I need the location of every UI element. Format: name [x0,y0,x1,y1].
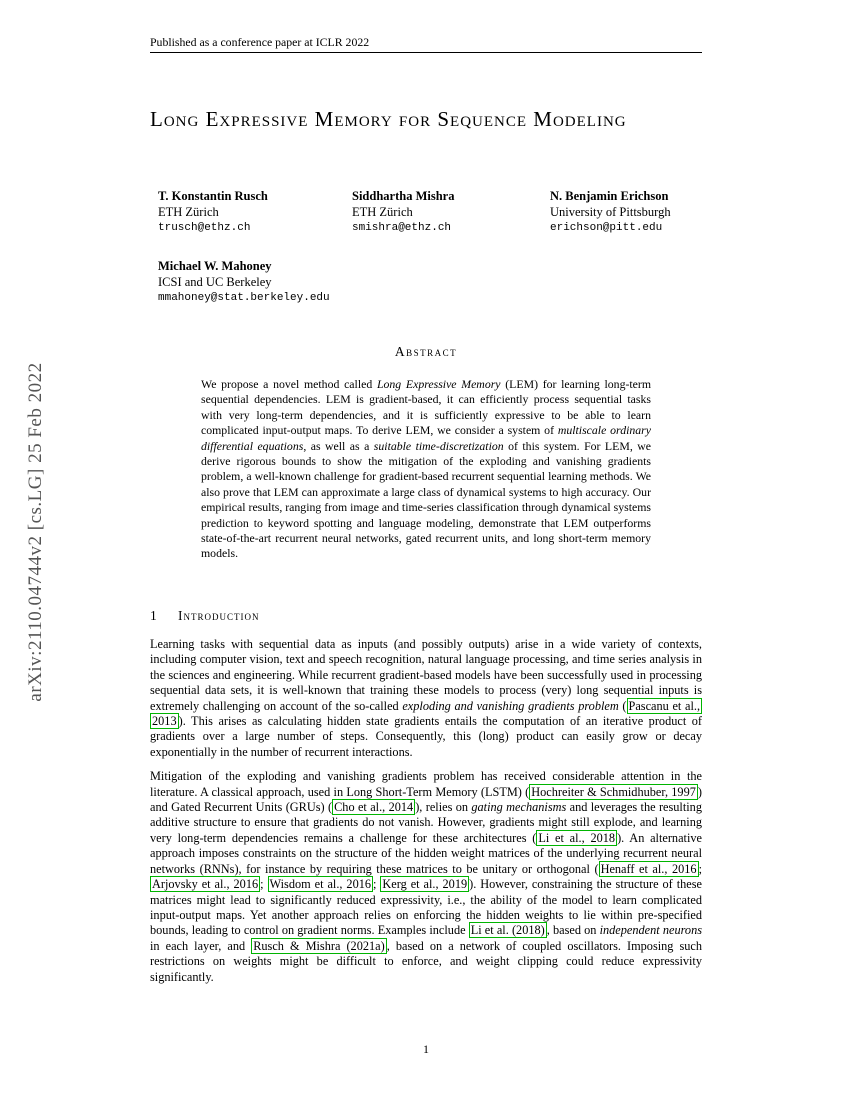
author-block [550,188,710,236]
text-run: , as well as a [303,438,374,453]
author-name: T. Konstantin Rusch [158,189,268,203]
citation-link[interactable]: Li et al. (2018) [470,923,545,938]
citation-link[interactable]: Li et al., 2018 [538,830,616,845]
paragraph [150,637,702,760]
emphasis-text: independent neurons [599,923,703,938]
section-heading-introduction [150,608,260,624]
text-run: Mitigation of the exploding and vanishing gradients problem has received considerable attention in the literature. A classical approach, used in Long Short-Term Memory (LSTM) ( [150,769,702,799]
section-title: Introduction [178,608,260,623]
abstract-text [201,377,651,562]
author-name: N. Benjamin Erichson [550,189,669,203]
author-email: smishra@ethz.ch [352,222,452,234]
text-run: ( [618,698,627,713]
header-rule [150,52,702,53]
page-number: 1 [423,1042,429,1056]
text-run: (LEM) for learning long-term sequential dependencies. LEM is gradient-based, it can efficiently process sequential tasks with very long-term dependencies, and it is sufficiently expressive to be able to learn complicated input-output maps. To derive LEM, we consider a system of [201,377,652,438]
text-run: ). An alternative approach imposes constraints on the structure of the hidden weight matrices of the underlying recurrent neural networks (RNNs), for instance by requiring these matrices to be unitary or orthogonal ( [150,830,702,876]
emphasis-text: multiscale ordinary differential equations [201,423,651,453]
text-run: , based on [546,923,600,938]
text-run: ; [373,877,381,892]
paper-title: Long Expressive Memory for Sequence Modeling [150,107,627,131]
abstract-heading: Abstract [394,344,458,359]
author-email: erichson@pitt.edu [550,222,663,234]
section-number: 1 [150,608,157,623]
author-block [352,188,547,236]
text-run: ) and Gated Recurrent Units (GRUs) ( [150,784,702,815]
citation-link[interactable]: Wisdom et al., 2016 [269,877,372,892]
citation-link[interactable]: Arjovsky et al., 2016 [152,877,259,892]
author-affiliation: ETH Zürich [158,205,219,219]
text-run: in each layer, and [150,938,252,953]
author-affiliation: University of Pittsburgh [550,205,671,219]
citation-link[interactable]: Cho et al., 2014 [334,800,414,815]
text-run: , based on a network of coupled oscillators. Imposing such restrictions on weights might be difficult to enforce, and weight clipping could reduce expressivity significantly. [150,938,703,984]
emphasis-text: gating mechanisms [471,800,567,815]
citation-link[interactable]: Hochreiter & Schmidhuber, 1997 [531,784,696,799]
text-run: and leverages the resulting additive structure to ensure that gradients do not vanish. However, gradients might still explode, and learning very long-term dependencies remains a challenge for these architectures ( [150,800,702,845]
text-run: ; [260,877,268,892]
text-run: of this system. For LEM, we derive rigorous bounds to show the mitigation of the exploding and vanishing gradients problem, a well-known challenge for gradient-based recurrent sequential learning methods. We also prove that LEM can approximate a large class of dynamical systems to high accuracy. Our empirical results, ranging from image and time-series classification through dynamical systems prediction to keyword spotting and language modeling, demonstrate that LEM outperforms state-of-the-art recurrent neural networks, gated recurrent units, and long short-term memory models. [201,438,651,561]
text-run: ). This arises as calculating hidden state gradients entails the computation of an iterative product of gradients over a large number of steps. Consequently, this (long) product can easily grow or decay exponentially in the number of recurrent interactions. [150,714,702,759]
text-run: Learning tasks with sequential data as inputs (and possibly outputs) arise in a wide variety of contexts, including computer vision, text and speech recognition, natural language processing, and time series analysis in the sciences and engineering. While recurrent gradient-based models have been successfully used in processing sequential data sets, it is well-known that training these models to process (very) long sequential inputs is extremely challenging on account of the so-called [150,637,702,713]
author-block [158,258,353,306]
text-run: ), relies on [415,800,472,815]
author-affiliation: ETH Zürich [352,205,413,219]
body-text [150,637,702,994]
emphasis-text: Long Expressive Memory [376,377,501,391]
text-run: ; [698,861,702,876]
citation-link[interactable]: Henaff et al., 2016 [600,861,697,876]
emphasis-text: exploding and vanishing gradients problem [402,698,619,713]
author-email: trusch@ethz.ch [158,222,251,234]
paragraph [150,769,702,985]
citation-link[interactable]: Rusch & Mishra (2021a) [253,938,385,953]
author-block [158,188,353,236]
arxiv-watermark: arXiv:2110.04744v2 [cs.LG] 25 Feb 2022 [25,362,46,702]
citation-link[interactable]: Kerg et al., 2019 [382,877,468,892]
author-affiliation: ICSI and UC Berkeley [158,275,272,289]
citation-link[interactable]: Pascanu et al., 2013 [152,698,701,729]
text-run: We propose a novel method called [201,377,377,391]
emphasis-text: suitable time-discretization [373,438,504,453]
author-name: Siddhartha Mishra [352,189,455,203]
text-run: ). However, constraining the structure of these matrices might lead to significantly reduced expressivity, i.e., the ability of the model to learn complicated input-output maps. Yet another approach relies on enforcing the hidden weights to lie within pre-specified bounds, leading to control on gradient norms. Examples include [150,877,702,938]
author-email: mmahoney@stat.berkeley.edu [158,292,330,304]
running-header: Published as a conference paper at ICLR 2022 [150,35,370,49]
author-name: Michael W. Mahoney [158,259,272,273]
